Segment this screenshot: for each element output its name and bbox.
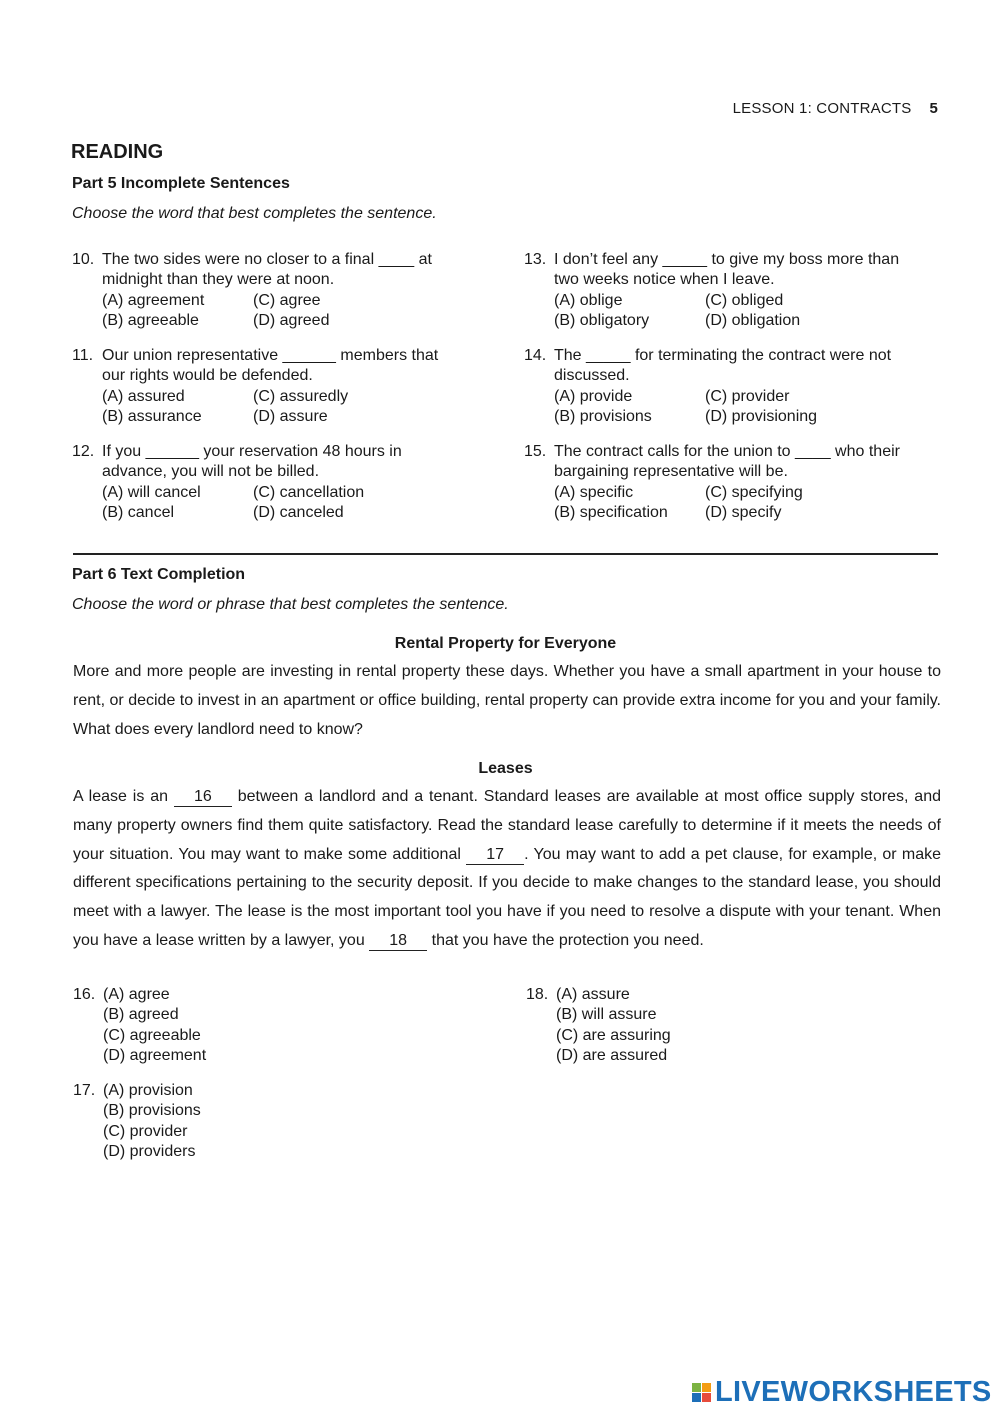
option-d[interactable]: (D) obligation xyxy=(705,312,801,330)
option-c[interactable]: (C) agreeable xyxy=(103,1026,201,1044)
passage-text: between a landlord and a tenant. Standard leases are available at most office supply stores, and many property owners find them quite satisfactory. Read the standard lease carefully to determine if it meets the needs of your situation. You may want to make some additional xyxy=(73,788,942,863)
option-c[interactable]: (C) are assuring xyxy=(556,1026,671,1044)
option-b[interactable]: (B) obligatory xyxy=(554,312,650,330)
page-number: 5 xyxy=(929,100,938,117)
option-c[interactable]: (C) specifying xyxy=(705,483,803,501)
option-d[interactable]: (D) assure xyxy=(253,408,328,426)
answer-18 xyxy=(526,985,671,1067)
part6-instructions: Choose the word or phrase that best completes the sentence. xyxy=(72,596,509,613)
section-divider xyxy=(73,553,938,555)
question-number: 18. xyxy=(526,986,549,1003)
section-title: READING xyxy=(71,141,164,163)
option-b[interactable]: (B) cancel xyxy=(102,504,175,522)
part5-title: Part 5 Incomplete Sentences xyxy=(72,175,290,192)
option-d[interactable]: (D) are assured xyxy=(556,1047,668,1065)
answer-options xyxy=(556,985,671,1067)
passage-title: Rental Property for Everyone xyxy=(394,635,617,652)
option-c[interactable]: (C) provider xyxy=(705,387,790,405)
option-b[interactable]: (B) agreed xyxy=(103,1006,179,1024)
option-b[interactable]: (B) provisions xyxy=(103,1102,201,1120)
question-number: 13. xyxy=(524,251,547,268)
passage-subtitle: Leases xyxy=(478,760,533,777)
option-b[interactable]: (B) agreeable xyxy=(102,312,199,330)
question-13 xyxy=(524,250,924,332)
part6-title: Part 6 Text Completion xyxy=(72,566,246,583)
question-number: 11. xyxy=(72,347,94,364)
part5-instructions: Choose the word that best completes the sentence. xyxy=(72,205,437,222)
option-d[interactable]: (D) agreement xyxy=(103,1047,207,1065)
option-c[interactable]: (C) obliged xyxy=(705,291,784,309)
lesson-title: LESSON 1: CONTRACTS xyxy=(732,100,912,117)
option-a[interactable]: (A) assured xyxy=(102,387,185,405)
question-number: 16. xyxy=(73,986,96,1003)
option-b[interactable]: (B) provisions xyxy=(554,408,652,426)
option-d[interactable]: (D) specify xyxy=(705,504,782,522)
question-number: 14. xyxy=(524,347,547,364)
option-a[interactable]: (A) agree xyxy=(103,986,170,1003)
option-c[interactable]: (C) agree xyxy=(253,291,321,309)
passage-body xyxy=(73,783,941,956)
option-a[interactable]: (A) specific xyxy=(554,483,634,501)
liveworksheets-logo[interactable] xyxy=(692,1376,992,1409)
option-b[interactable]: (B) assurance xyxy=(102,408,202,426)
answer-16 xyxy=(73,985,206,1067)
question-number: 17. xyxy=(73,1082,96,1099)
running-header xyxy=(733,100,938,117)
question-10 xyxy=(72,250,452,332)
option-a[interactable]: (A) oblige xyxy=(554,291,623,309)
question-15 xyxy=(524,442,928,524)
question-14 xyxy=(524,346,924,428)
blank-18[interactable]: 18 xyxy=(369,932,427,951)
logo-mark-icon xyxy=(692,1383,711,1402)
passage-text: A lease is an xyxy=(73,788,174,805)
option-a[interactable]: (A) agreement xyxy=(102,291,205,309)
question-number: 12. xyxy=(72,443,95,460)
option-c[interactable]: (C) assuredly xyxy=(253,387,349,405)
answer-options xyxy=(103,985,206,1067)
question-stem: I don’t feel any _____ to give my boss more than two weeks notice when I leave. xyxy=(554,251,900,289)
option-b[interactable]: (B) specification xyxy=(554,504,668,522)
option-d[interactable]: (D) provisioning xyxy=(705,408,818,426)
option-d[interactable]: (D) agreed xyxy=(253,312,330,330)
option-d[interactable]: (D) canceled xyxy=(253,504,344,522)
question-stem: The two sides were no closer to a final ____ at midnight than they were at noon. xyxy=(102,251,432,289)
question-stem: Our union representative ______ members that our rights would be defended. xyxy=(102,347,439,385)
option-d[interactable]: (D) providers xyxy=(103,1143,196,1161)
passage-text: that you have the protection you need. xyxy=(427,931,704,949)
question-stem: The contract calls for the union to ____ who their bargaining representative will be. xyxy=(554,443,900,481)
question-stem: If you ______ your reservation 48 hours in advance, you will not be billed. xyxy=(102,443,402,481)
question-number: 15. xyxy=(524,443,547,460)
option-b[interactable]: (B) will assure xyxy=(556,1006,657,1024)
option-c[interactable]: (C) provider xyxy=(103,1122,188,1140)
logo-text: LIVEWORKSHEETS xyxy=(715,1376,992,1408)
question-11 xyxy=(72,346,452,428)
option-a[interactable]: (A) will cancel xyxy=(102,483,201,501)
option-a[interactable]: (A) provide xyxy=(554,387,633,405)
answer-17 xyxy=(73,1081,201,1163)
option-a[interactable]: (A) provision xyxy=(103,1082,193,1099)
answer-options xyxy=(103,1081,201,1163)
question-stem: The _____ for terminating the contract were not discussed. xyxy=(554,347,892,385)
question-number: 10. xyxy=(72,251,95,268)
blank-17[interactable]: 17 xyxy=(466,846,524,865)
option-c[interactable]: (C) cancellation xyxy=(253,483,365,501)
passage-intro: More and more people are investing in rental property these days. Whether you have a small apartment in your house to rent, or decide to invest in an apartment or office building, rental property can provide extra income for you and your family. What does every landlord need to know? xyxy=(73,663,941,738)
question-12 xyxy=(72,442,452,524)
option-a[interactable]: (A) assure xyxy=(556,986,630,1003)
blank-16[interactable]: 16 xyxy=(174,788,232,807)
passage-text: . You may want to add a pet clause, for example, or make different specifications pertaining to the security deposit. If you decide to make changes to the standard lease, you should meet with a lawyer. The lease is the most important tool you have if you need to resolve a dispute with your tenant. When you have a lease written by a lawyer, you xyxy=(73,845,942,949)
